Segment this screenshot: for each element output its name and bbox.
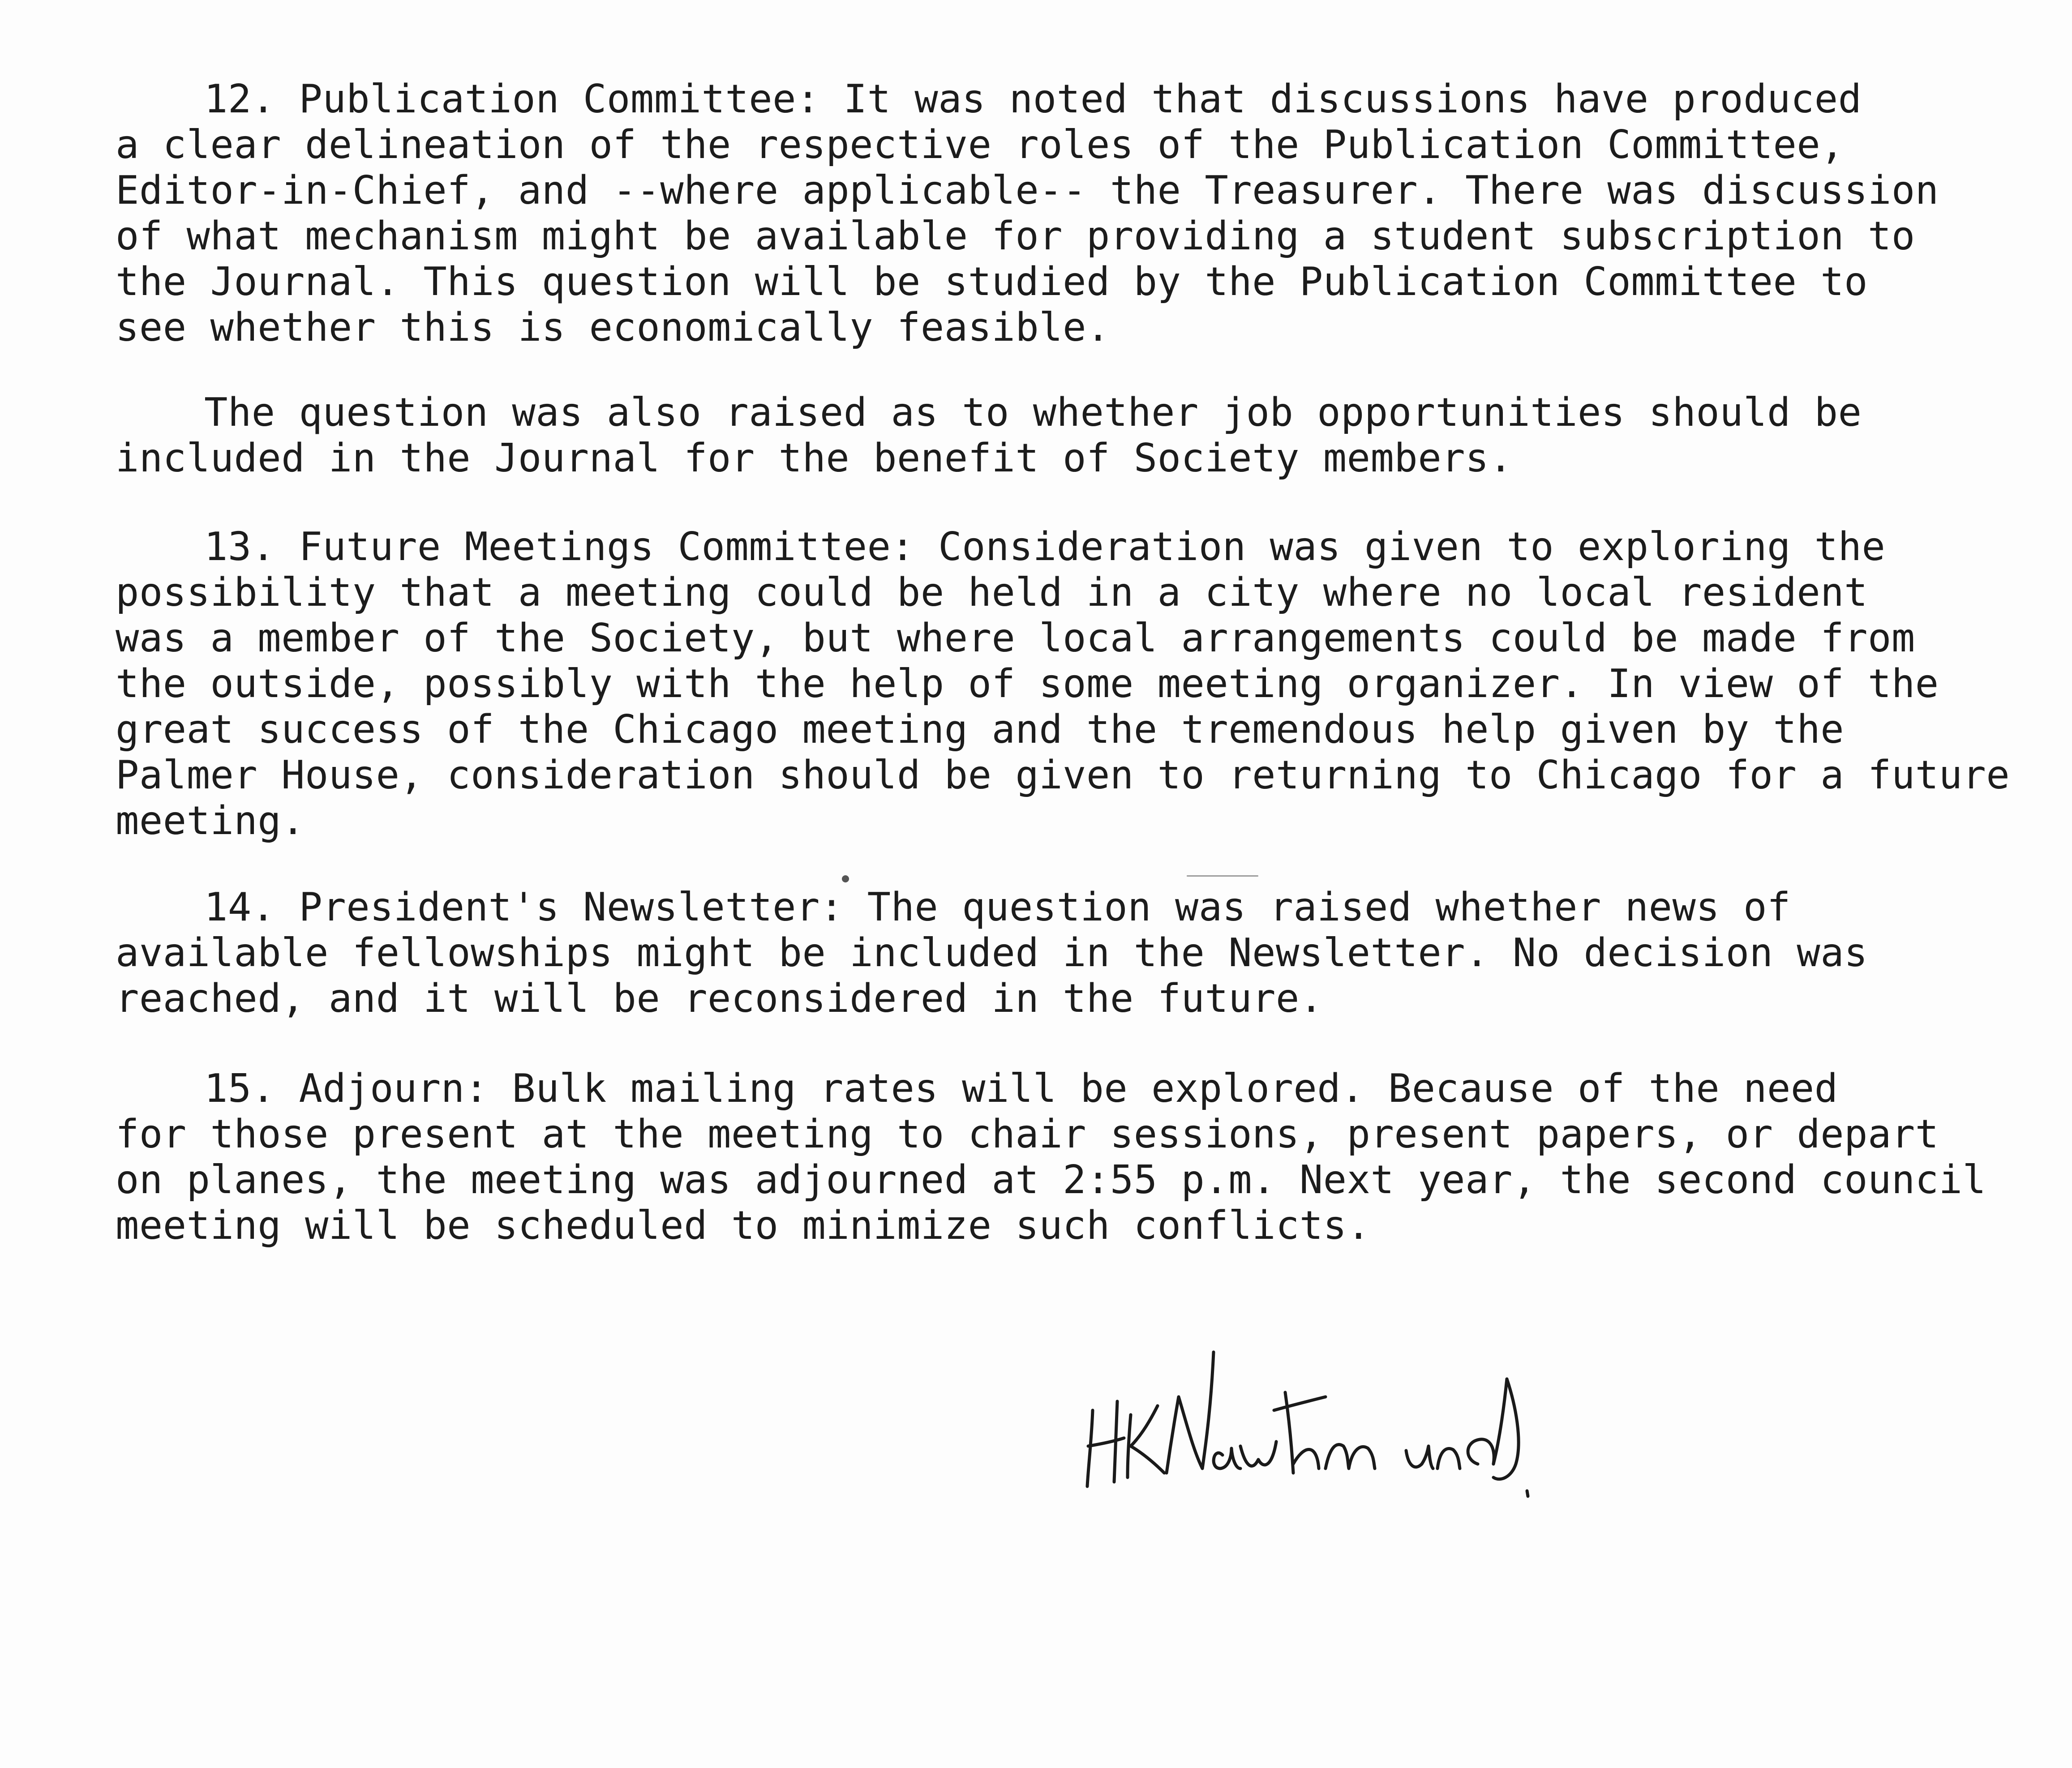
text-line: the Journal. This question will be studied by the Publication Committee to: [116, 259, 1868, 304]
paragraph-job-opportunities: [116, 390, 1952, 481]
paragraph-item-15-adjourn: [116, 1066, 1986, 1248]
text-line: The question was also raised as to whether job opportunities should be: [204, 390, 1862, 435]
text-line: available fellowships might be included in the Newsletter. No decision was: [116, 930, 1868, 976]
text-line: included in the Journal for the benefit of Society members.: [116, 435, 1513, 481]
handwritten-signature-icon: [1075, 1334, 1657, 1513]
paragraph-item-13-future-meetings: [116, 524, 2010, 843]
text-line: Palmer House, consideration should be given to returning to Chicago for a future: [116, 752, 2010, 798]
text-line: was a member of the Society, but where local arrangements could be made from: [116, 615, 1915, 661]
text-line: great success of the Chicago meeting and the tremendous help given by the: [116, 706, 1845, 752]
text-line: on planes, the meeting was adjourned at 2:55 p.m. Next year, the second council: [116, 1157, 1986, 1203]
text-line: possibility that a meeting could be held in a city where no local resident: [116, 569, 1868, 615]
text-line: a clear delineation of the respective roles of the Publication Committee,: [116, 122, 1845, 167]
text-line: for those present at the meeting to chair sessions, present papers, or depart: [116, 1111, 1939, 1157]
text-line: meeting.: [116, 798, 305, 843]
text-line: 12. Publication Committee: It was noted that discussions have produced: [204, 76, 1862, 122]
paragraph-item-12-publication-committee: [116, 76, 1952, 350]
text-line: 15. Adjourn: Bulk mailing rates will be explored. Because of the need: [204, 1066, 1838, 1111]
text-line: Editor-in-Chief, and --where applicable-- the Treasurer. There was discussion: [116, 167, 1939, 213]
text-line: meeting will be scheduled to minimize such conflicts.: [116, 1203, 1371, 1248]
text-line: reached, and it will be reconsidered in the future.: [116, 976, 1323, 1021]
scan-mark: [1187, 875, 1258, 877]
scan-speck: [842, 875, 849, 882]
text-line: of what mechanism might be available for providing a student subscription to: [116, 213, 1915, 259]
text-line: 14. President's Newsletter: The question was raised whether news of: [204, 884, 1791, 930]
text-line: the outside, possibly with the help of some meeting organizer. In view of the: [116, 661, 1939, 706]
text-line: 13. Future Meetings Committee: Consideration was given to exploring the: [204, 524, 1886, 569]
paragraph-item-14-presidents-newsletter: [116, 884, 1952, 1021]
text-line: see whether this is economically feasible.: [116, 304, 1110, 350]
